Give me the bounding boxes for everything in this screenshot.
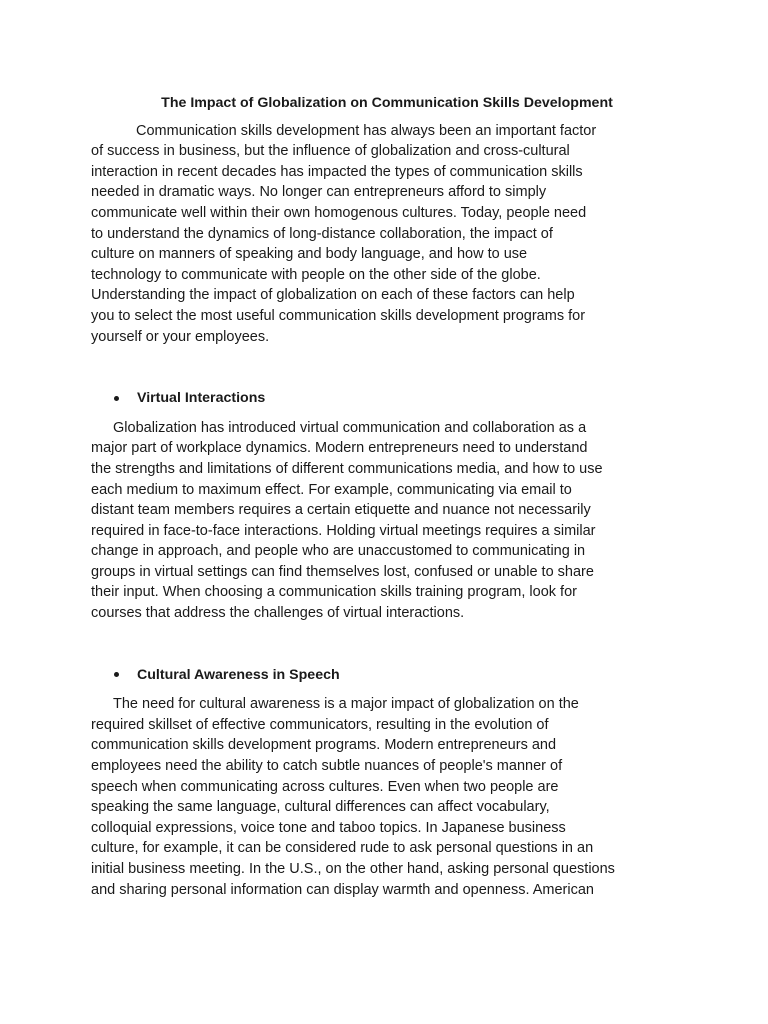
document-page [91, 93, 683, 900]
section-heading-label: Virtual Interactions [137, 390, 266, 407]
bullet-icon [114, 396, 119, 401]
section-heading-virtual-interactions [91, 388, 683, 409]
intro-paragraph: Communication skills development has always been an important factor of success in business, but the influence of globalization and cross-cultural interaction in recent decades has impacted the types of communication skills needed in dramatic ways. No longer can entrepreneurs afford to simply communicate well within their own homogenous cultures. Today, people need to understand the dynamics of long-distance collaboration, the impact of culture on manners of speaking and body language, and how to use technology to communicate with people on the other side of the globe. Understanding the impact of globalization on each of these factors can help you to select the most useful communication skills development programs for yourself or your employees. [91, 122, 597, 345]
section-heading-cultural-awareness [91, 665, 683, 686]
section-heading-label: Cultural Awareness in Speech [137, 666, 340, 683]
section-paragraph-cultural-awareness: The need for cultural awareness is a major impact of globalization on the required skillset of effective communicators, resulting in the evolution of communication skills development programs. Modern entrepreneurs and employees need the ability to catch subtle nuances of people's manner of speech when communicating across cultures. Even when two people are speaking the same language, cultural differences can affect vocabulary, colloquial expressions, voice tone and taboo topics. In Japanese business culture, for example, it can be considered rude to ask personal questions in an initial business meeting. In the U.S., on the other hand, asking personal questions and sharing personal information can display warmth and openness. American [91, 696, 615, 898]
document-title: The Impact of Globalization on Communication Skills Development [161, 95, 613, 111]
bullet-icon [114, 672, 119, 677]
section-paragraph-virtual-interactions: Globalization has introduced virtual communication and collaboration as a major part of workplace dynamics. Modern entrepreneurs need to understand the strengths and limitations of different communications media, and how to use each medium to maximum effect. For example, communicating via email to distant team members requires a certain etiquette and nuance not necessarily required in face-to-face interactions. Holding virtual meetings requires a similar change in approach, and people who are unaccustomed to communicating in groups in virtual settings can find themselves lost, confused or unable to share their input. When choosing a communication skills training program, look for courses that address the challenges of virtual interactions. [91, 419, 603, 622]
